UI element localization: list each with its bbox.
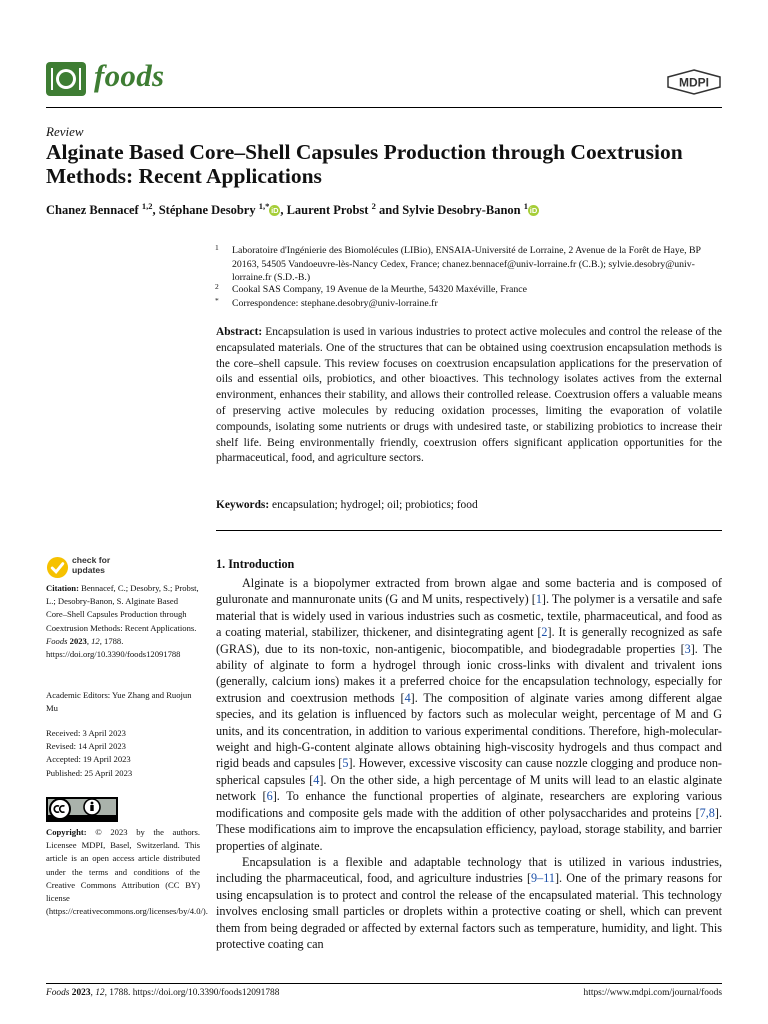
- publication-history: [46, 727, 200, 780]
- paragraph-1: Alginate is a biopolymer extracted from brown algae and some bacteria and is composed of guluronate and mannuronate units (G and M units, respectively) [1]. The polymer is a versatile and safe material that is widely used in various industries such as cosmetic, textile, pharmaceutical, and food as a coating material, stabilizer, thickener, and disintegrating agent [2]. It is generally recognized as safe (GRAS), due to its non-toxic, non-antigenic, biocompatible, and biodegradable properties [3]. The ability of alginate to form a hydrogel through ionic cross-links with divalent and trivalent ions (generally, calcium ions) makes it a preferred choice for the encapsulation technology, especially for extrusion and coextrusion methods [4]. The composition of alginate varies among different algae species, and its gelation is influenced by factors such as molecular weight, percentage of M and G units, and its concentration, in addition to various experimental conditions. Therefore, high-molecular-weight and high-G-content alginate allows obtaining high-viscosity hydrogels and thus compact and rigid beads and capsules [5]. However, excessive viscosity can cause nozzle clogging and produce non-spherical capsules [4]. On the other side, a high percentage of M units will lead to an elastic alginate network [6]. To enhance the functional properties of alginate, researchers are exploring various modifications and composite gels made with the addition of other polysaccharides and proteins [7,8]. These modifications aim to improve the encapsulation efficiency, payload, storage stability, and barrier properties of alginate.: [216, 576, 722, 853]
- correspondence: * Correspondence: stephane.desobry@univ-lorraine.fr: [215, 296, 438, 309]
- reference-link[interactable]: 3: [684, 641, 691, 656]
- footer-journal-url[interactable]: https://www.mdpi.com/journal/foods: [583, 988, 722, 998]
- check-for-updates-label[interactable]: check for updates: [72, 555, 111, 575]
- author-name: Laurent Probst: [286, 203, 369, 218]
- citation: Citation: Bennacef, C.; Desobry, S.; Probst, L.; Desobry-Banon, S. Alginate Based Core–Shell Capsules Production through Coextrusion Methods: Recent Applications. Foods 2023, 12, 1788. https://doi.org/10.3390/foods12091788: [46, 583, 199, 660]
- affiliation-1: 1 Laboratoire d'Ingénierie des Biomolécules (LIBio), ENSAIA-Université de Lorraine, 2 Avenue de la Forêt de Haye, BP 20163, 54505 Vandoeuvre-lès-Nancy Cedex, France; chanez.bennacef@univ-lorraine.fr (C.B.); sylvie.desobry@univ-lorraine.fr (S.D.-B.): [215, 243, 701, 284]
- correspondence-text: Correspondence: stephane.desobry@univ-lorraine.fr: [232, 298, 438, 309]
- reference-link[interactable]: 1: [535, 592, 542, 607]
- footer-citation: Foods 2023, 12, 1788. https://doi.org/10.3390/foods12091788: [46, 988, 280, 998]
- keywords-text: encapsulation; hydrogel; oil; probiotics; food: [272, 499, 478, 511]
- reference-link[interactable]: 4: [313, 772, 320, 787]
- author-affiliation-marker: 1,*: [258, 201, 270, 211]
- check-for-updates-icon[interactable]: [46, 556, 69, 579]
- orcid-icon[interactable]: iD: [529, 206, 538, 216]
- reference-link[interactable]: 6: [266, 789, 273, 804]
- affiliation-1-text: Laboratoire d'Ingénierie des Biomolécules (LIBio), ENSAIA-Université de Lorraine, 2 Avenue de la Forêt de Haye, BP 20163, 54505 Vandoeuvre-lès-Nancy Cedex, France; chanez.bennacef@univ-lorraine.fr (C.B.); sylvie.desobry@univ-lorraine.fr (S.D.-B.): [232, 245, 701, 284]
- reference-link[interactable]: 2: [541, 625, 548, 640]
- reference-link[interactable]: 9–11: [531, 871, 555, 886]
- author-name: Chanez Bennacef: [46, 203, 139, 218]
- publisher-name: MDPI: [679, 75, 709, 90]
- affiliation-2-text: Cookal SAS Company, 19 Avenue de la Meurthe, 54320 Maxéville, France: [232, 284, 527, 295]
- orcid-icon[interactable]: iD: [271, 206, 279, 216]
- section-heading: 1. Introduction: [216, 557, 295, 571]
- journal-name: foods: [94, 58, 165, 93]
- introduction-body: [216, 575, 722, 952]
- revised-date: Revised: 14 April 2023: [46, 741, 126, 752]
- keywords-label: Keywords:: [216, 499, 270, 511]
- author-affiliation-marker: 1,2: [141, 201, 153, 211]
- author-list: Chanez Bennacef $^{1,2}$, Stéphane Desobry $^{1,*}$ iD , Laurent Probst $^2$ and Sylvie Desobry-Banon $^1$ iD: [46, 201, 538, 218]
- published-date: Published: 25 April 2023: [46, 767, 133, 778]
- copyright-notice: Copyright: © 2023 by the authors. Licensee MDPI, Basel, Switzerland. This article is an open access article distributed under the terms and conditions of the Creative Commons Attribution (CC BY) license (https://creativecommons.org/licenses/by/4.0/).: [46, 827, 208, 917]
- journal-logo-icon: [46, 62, 86, 96]
- keywords: [216, 498, 722, 514]
- abstract-label: Abstract:: [216, 326, 263, 338]
- accepted-date: Accepted: 19 April 2023: [46, 754, 131, 765]
- academic-editors: Academic Editors: Yue Zhang and Ruojun Mu: [46, 690, 192, 714]
- abstract-text: Encapsulation is used in various industries to protect active molecules and control the release of the encapsulated materials. One of the structures that can be obtained using coextrusion encapsulation methods is the core–shell capsule. This review focuses on coextrusion encapsulation applications for the preservation of oils and essential oils, probiotics, and other bioactives. This technology isolates actives from the external environment, enhances their stability, and allows their controlled release. Coextrusion offers a valuable means of preserving active molecules by reducing oxidation processes, limiting the evaporation of volatile compounds, isolating some nutrients or drugs with undesired taste, or stabilizing probiotics to increase their shelf life. Being environmentally friendly, coextrusion offers significant application opportunities for the pharmaceutical, food, and agriculture sectors.: [216, 326, 722, 465]
- abstract-divider: [216, 530, 722, 531]
- article-title: Alginate Based Core–Shell Capsules Production through Coextrusion Methods: Recent Applications: [46, 140, 683, 188]
- affiliation-2: 2 Cookal SAS Company, 19 Avenue de la Meurthe, 54320 Maxéville, France: [215, 282, 527, 295]
- author-name: Stéphane Desobry: [158, 203, 256, 218]
- reference-link[interactable]: 4: [404, 690, 411, 705]
- mdpi-logo-icon: [667, 69, 721, 95]
- footer-divider: [46, 983, 722, 984]
- article-type: Review: [46, 124, 84, 139]
- author-affiliation-marker: 2: [371, 201, 376, 211]
- reference-link[interactable]: 5: [342, 756, 349, 771]
- cc-by-license-icon[interactable]: [46, 797, 118, 822]
- abstract: [216, 325, 722, 467]
- header-divider: [46, 107, 722, 108]
- received-date: Received: 3 April 2023: [46, 728, 126, 738]
- paragraph-2: Encapsulation is a flexible and adaptable technology that is utilized in various industries, including the pharmaceutical, food, and agriculture industries [9–11]. One of the primary reasons for using encapsulation is to protect and control the release of the encapsulated material. This technology involves enclosing small particles or droplets within a protective coating or shell, which can prevent them from being degraded or affected by external factors such as temperature, humidity, and light. This protective coating can: [216, 854, 722, 951]
- author-name: Sylvie Desobry-Banon: [402, 203, 521, 218]
- reference-link[interactable]: 7,8: [699, 805, 715, 820]
- author-affiliation-marker: 1: [523, 201, 529, 211]
